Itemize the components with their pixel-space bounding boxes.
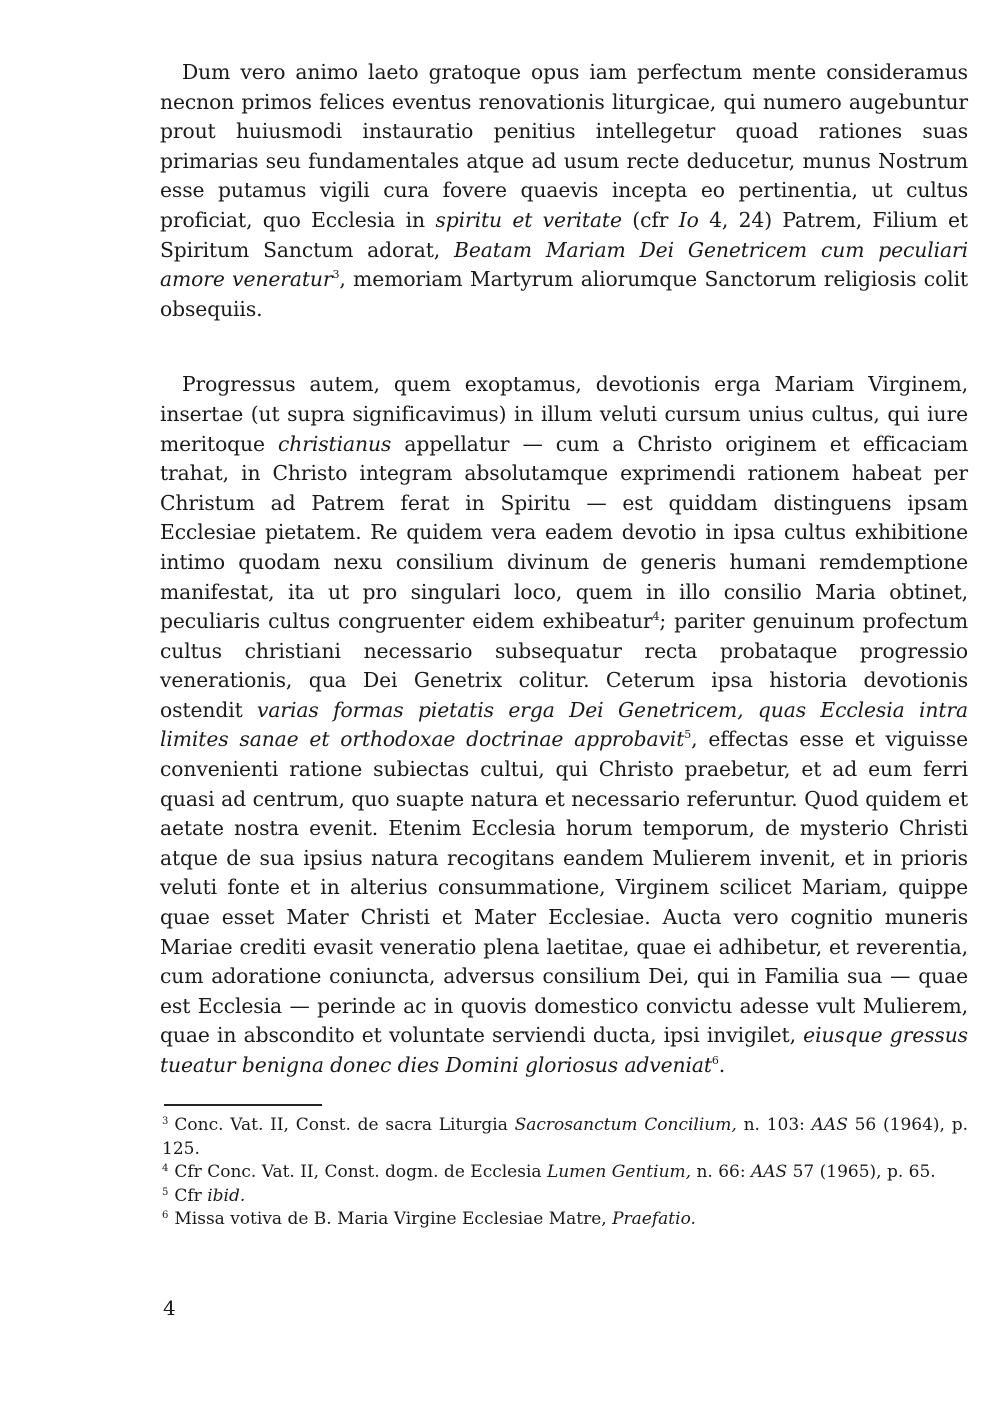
- footnote-marker: 3: [332, 268, 340, 282]
- italic-text: Beatam Mariam Dei Genetricem cum peculiari amore veneratur: [160, 237, 968, 292]
- italic-text: Sacrosanctum Concilium,: [514, 1115, 737, 1135]
- paragraph: [160, 370, 968, 1080]
- text-run: n. 66:: [691, 1162, 751, 1182]
- page-number: 4: [163, 1296, 176, 1320]
- text-run: Conc. Vat. II, Const. de sacra Liturgia: [174, 1115, 515, 1135]
- text-run: Missa votiva de B. Maria Virgine Ecclesiae Matre,: [174, 1209, 613, 1229]
- footnote-number: 5: [162, 1186, 169, 1198]
- footnote-marker: 5: [684, 728, 692, 742]
- italic-text: varias formas pietatis erga Dei Genetricem, quas Ecclesia intra limites sanae et orthodoxae doctrinae approbavit: [160, 697, 969, 752]
- italic-text: AAS: [750, 1162, 788, 1182]
- footnote-marker: 6: [711, 1054, 719, 1067]
- footnote: [162, 1208, 968, 1232]
- footnote-number: 4: [162, 1163, 169, 1174]
- italic-text: ibid.: [207, 1185, 246, 1206]
- italic-text: christianus: [278, 431, 392, 456]
- text-run: Cfr: [174, 1185, 208, 1206]
- italic-text: spiritu et veritate: [435, 207, 622, 232]
- paragraph: [160, 58, 968, 324]
- text-run: , memoriam Martyrum aliorumque Sanctorum religiosis colit obsequiis.: [160, 267, 969, 321]
- text-run: , effectas esse et viguisse convenienti ratione subiectas cultui, qui Christo praebetur, et ad eum ferri quasi ad centrum, quo suapte natura et necessario referuntur. Quod quidem et aetate nostra evenit. Etenim Ecclesia horum temporum, de mysterio Christi atque de sua ipsius natura recogitans eandem Mulierem invenit, et in prioris veluti fonte et in alterius consummatione, Virginem scilicet Mariam, quippe quae esset Mater Christi et Mater Ecclesiae. Aucta vero cognitio muneris Mariae crediti evasit veneratio plena laetitae, quae ei adhibetur, et reverentia, cum adoratione coniuncta, adversus consilium Dei, qui in Familia sua — quae est Ecclesia — perinde ac in quovis domestico convictu adesse vult Mulierem, quae in abscondito et voluntate serviendi ducta, ipsi invigilet,: [160, 727, 969, 1048]
- footnote-number: 6: [162, 1210, 169, 1221]
- italic-text: Praefatio.: [612, 1209, 696, 1229]
- text-run: n. 103:: [736, 1115, 812, 1135]
- text-run: Dum vero animo laeto gratoque opus iam perfectum mente consideramus necnon primos felices eventus renovationis liturgicae, qui numero augebuntur prout huiusmodi instauratio penitius intellegetur quoad rationes suas primarias seu fundamentales atque ad usum recte deducetur, munus Nostrum esse putamus vigili cura fovere quaevis incepta eo pertinentia, ut cultus proficiat, quo Ecclesia in: [160, 60, 968, 232]
- footnote-separator: [164, 1104, 322, 1106]
- footnote-number: 3: [162, 1116, 169, 1127]
- italic-text: eiusque gressus tueatur benigna donec dies Domini gloriosus adveniat: [160, 1023, 968, 1077]
- text-run: Progressus autem, quem exoptamus, devotionis erga Mariam Virginem, insertae (ut supra significavimus) in illum veluti cursum unius cultus, qui iure meritoque: [160, 372, 968, 456]
- text-run: Cfr Conc. Vat. II, Const. dogm. de Ecclesia: [174, 1162, 547, 1182]
- text-run: 56 (1964), p. 125.: [162, 1115, 969, 1159]
- text-run: 4, 24) Patrem, Filium et Spiritum Sanctum adorat,: [160, 207, 968, 262]
- footnotes: [162, 1114, 968, 1232]
- text-run: .: [718, 1053, 726, 1077]
- footnote: [162, 1185, 968, 1209]
- italic-text: Lumen Gentium,: [546, 1162, 692, 1182]
- text-run: 57 (1965), p. 65.: [787, 1162, 936, 1182]
- footnote: [162, 1161, 968, 1185]
- text-run: ; pariter genuinum profectum cultus christiani necessario subsequatur recta probataque progressio venerationis, qua Dei Genetrix colitur. Ceterum ipsa historia devotionis ostendit: [160, 609, 968, 722]
- footnote-marker: 4: [652, 610, 660, 624]
- main-text: [160, 58, 968, 1081]
- italic-text: AAS: [811, 1115, 848, 1135]
- text-run: (cfr: [621, 207, 679, 232]
- text-run: appellatur — cum a Christo originem et efficaciam trahat, in Christo integram absolutamque exprimendi rationem habeat per Christum ad Patrem ferat in Spiritu — est quiddam distinguens ipsam Ecclesiae pietatem. Re quidem vera eadem devotio in ipsa cultus exhibitione intimo quodam nexu consilium divinum de generis humani remdemptione manifestat, ita ut pro singulari loco, quem in illo consilio Maria obtinet, peculiaris cultus congruenter eidem exhibeatur: [160, 431, 968, 634]
- italic-text: Io: [678, 207, 699, 232]
- footnote: [162, 1114, 968, 1161]
